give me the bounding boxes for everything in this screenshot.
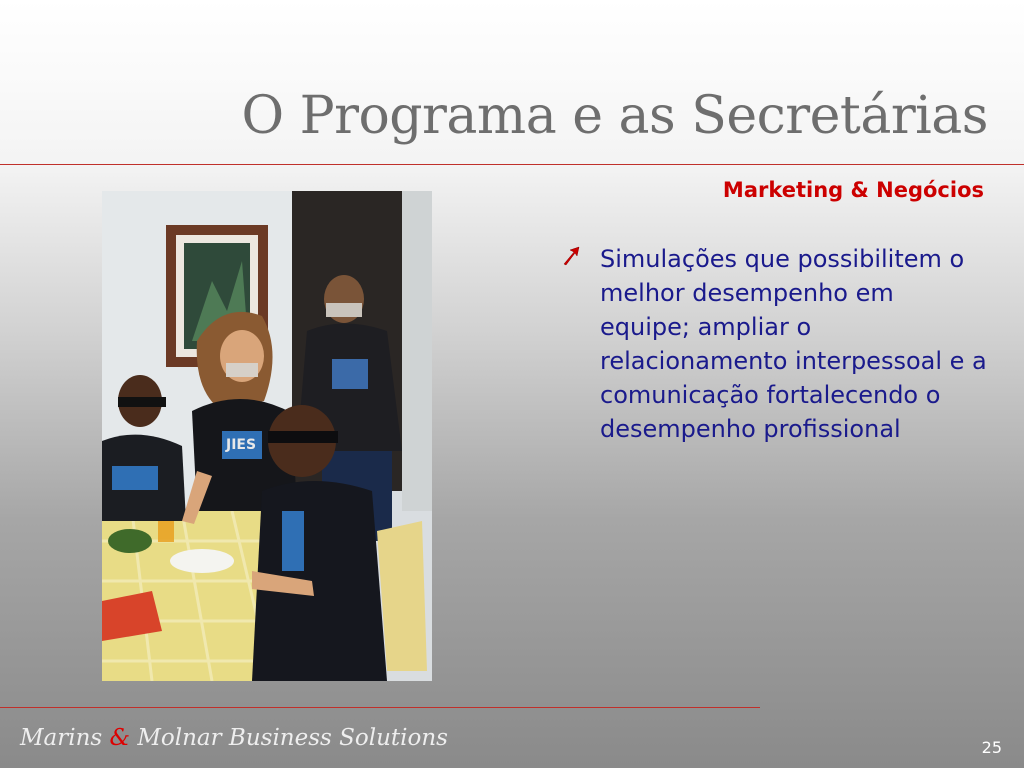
footer-name-part1: Marins xyxy=(20,725,110,751)
title-divider xyxy=(0,164,1024,165)
shirt-logo-text: JIES xyxy=(226,437,257,453)
footer-name-part2: Molnar Business Solutions xyxy=(130,725,448,751)
bullet-text: Simulações que possibilitem o melhor desempenho em equipe; ampliar o relacionamento interpessoal e a comunicação fortalecendo o desempenho profissional xyxy=(600,245,987,443)
footer-divider xyxy=(0,707,760,708)
team-simulation-photo xyxy=(102,191,432,681)
footer-company xyxy=(20,725,448,751)
red-arrow-bullet-icon xyxy=(562,246,580,266)
page-number: 25 xyxy=(981,738,1002,757)
slide-subtitle: Marketing & Negócios xyxy=(722,178,984,202)
slide-title: O Programa e as Secretárias xyxy=(241,86,988,146)
footer-ampersand: & xyxy=(109,725,131,751)
